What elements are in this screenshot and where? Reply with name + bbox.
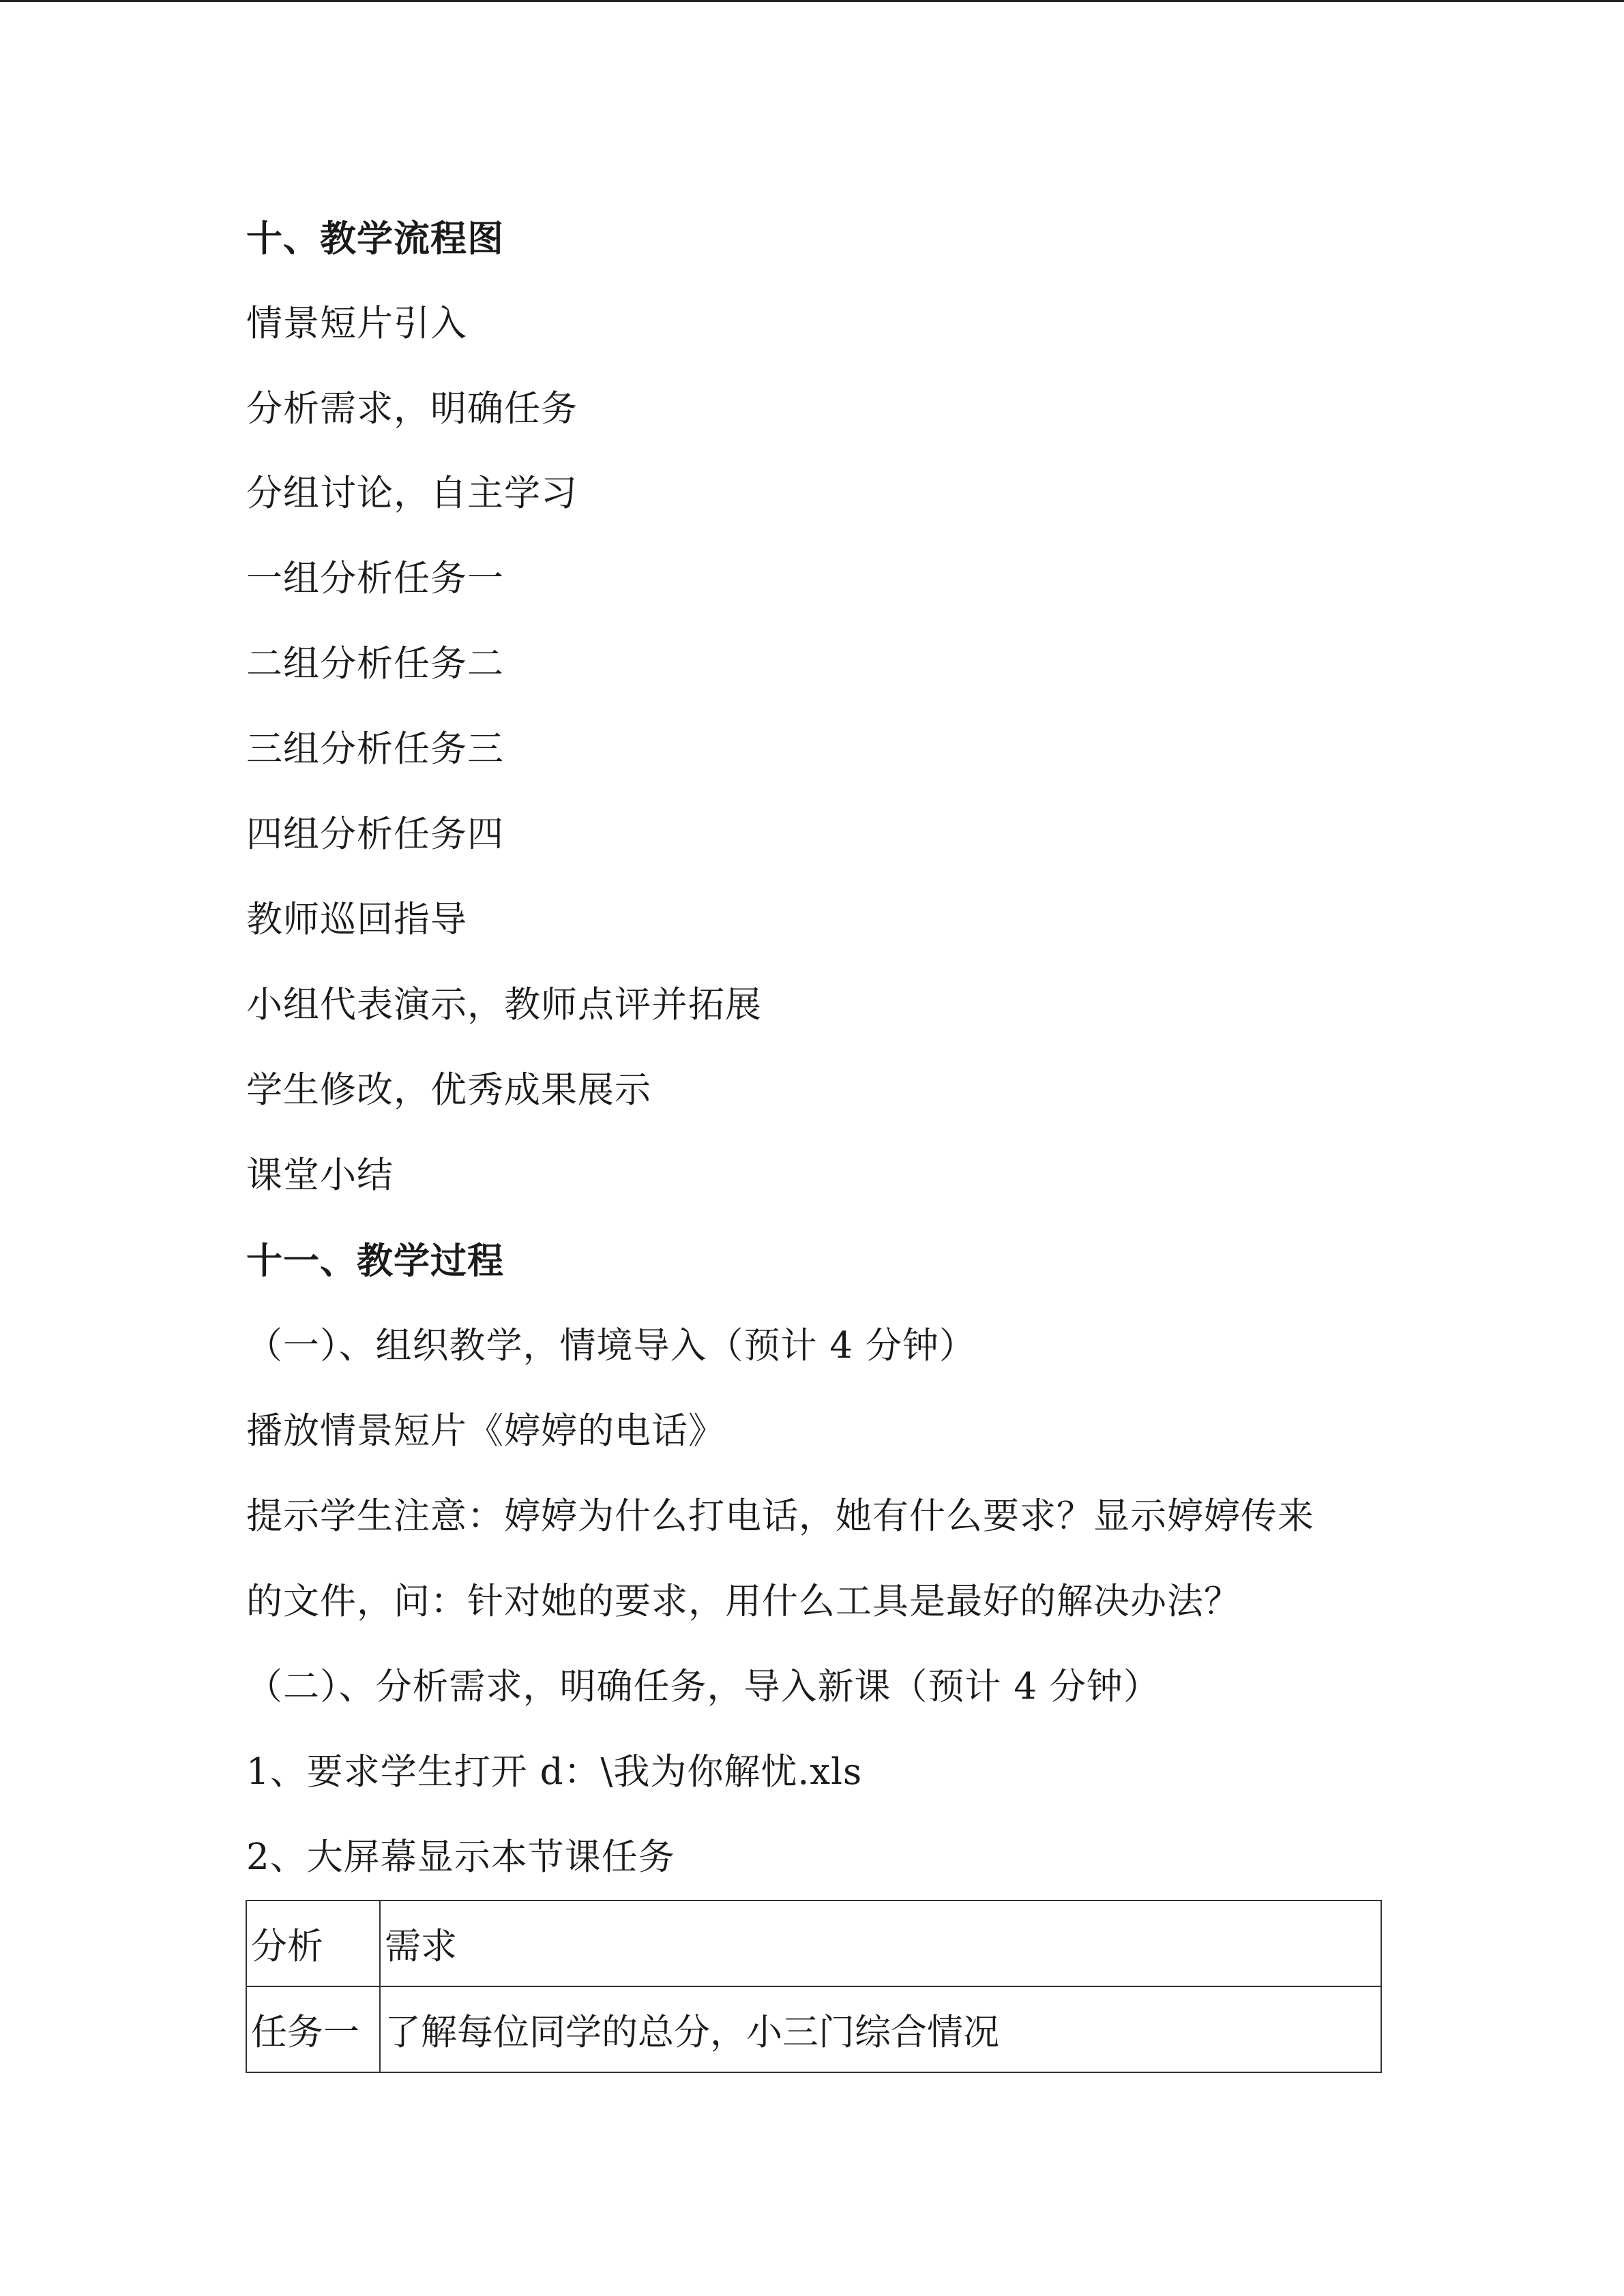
section-heading-flowchart: 十、教学流程图: [246, 218, 504, 260]
flow-step: 分组讨论，自主学习: [246, 473, 578, 514]
paragraph: 提示学生注意：婷婷为什么打电话，她有什么要求？显示婷婷传来: [246, 1495, 1314, 1537]
flow-step: 情景短片引入: [246, 303, 467, 344]
section-heading-process: 十一、教学过程: [246, 1240, 504, 1282]
table-header-row: [246, 1900, 1381, 1986]
subsection-heading: （二）、分析需求，明确任务，导入新课（预计 4 分钟）: [246, 1666, 1160, 1708]
table-header-cell: 分析: [246, 1900, 380, 1986]
flow-step: 三组分析任务三: [246, 728, 504, 770]
flow-step: 二组分析任务二: [246, 643, 504, 685]
paragraph: 2、大屏幕显示本节课任务: [246, 1836, 675, 1878]
table-cell: 了解每位同学的总分，小三门综合情况: [380, 1986, 1381, 2072]
flow-step: 一组分析任务一: [246, 558, 504, 599]
table-header-cell: 需求: [380, 1900, 1381, 1986]
top-border: [0, 0, 1624, 2]
subsection-heading: （一）、组织教学，情境导入（预计 4 分钟）: [246, 1325, 976, 1367]
flow-step: 教师巡回指导: [246, 899, 467, 940]
paragraph: 1、要求学生打开 d：\我为你解忧.xls: [246, 1751, 863, 1793]
flow-step: 四组分析任务四: [246, 814, 504, 855]
flow-step: 分析需求，明确任务: [246, 388, 578, 430]
paragraph: 播放情景短片《婷婷的电话》: [246, 1410, 725, 1452]
task-table: [246, 1900, 1382, 2073]
flow-step: 课堂小结: [246, 1154, 394, 1196]
flow-step: 小组代表演示，教师点评并拓展: [246, 984, 762, 1026]
table-cell: 任务一: [246, 1986, 380, 2072]
paragraph: 的文件，问：针对她的要求，用什么工具是最好的解决办法？: [246, 1581, 1241, 1622]
table-row: [246, 1986, 1381, 2072]
flow-step: 学生修改，优秀成果展示: [246, 1069, 651, 1111]
